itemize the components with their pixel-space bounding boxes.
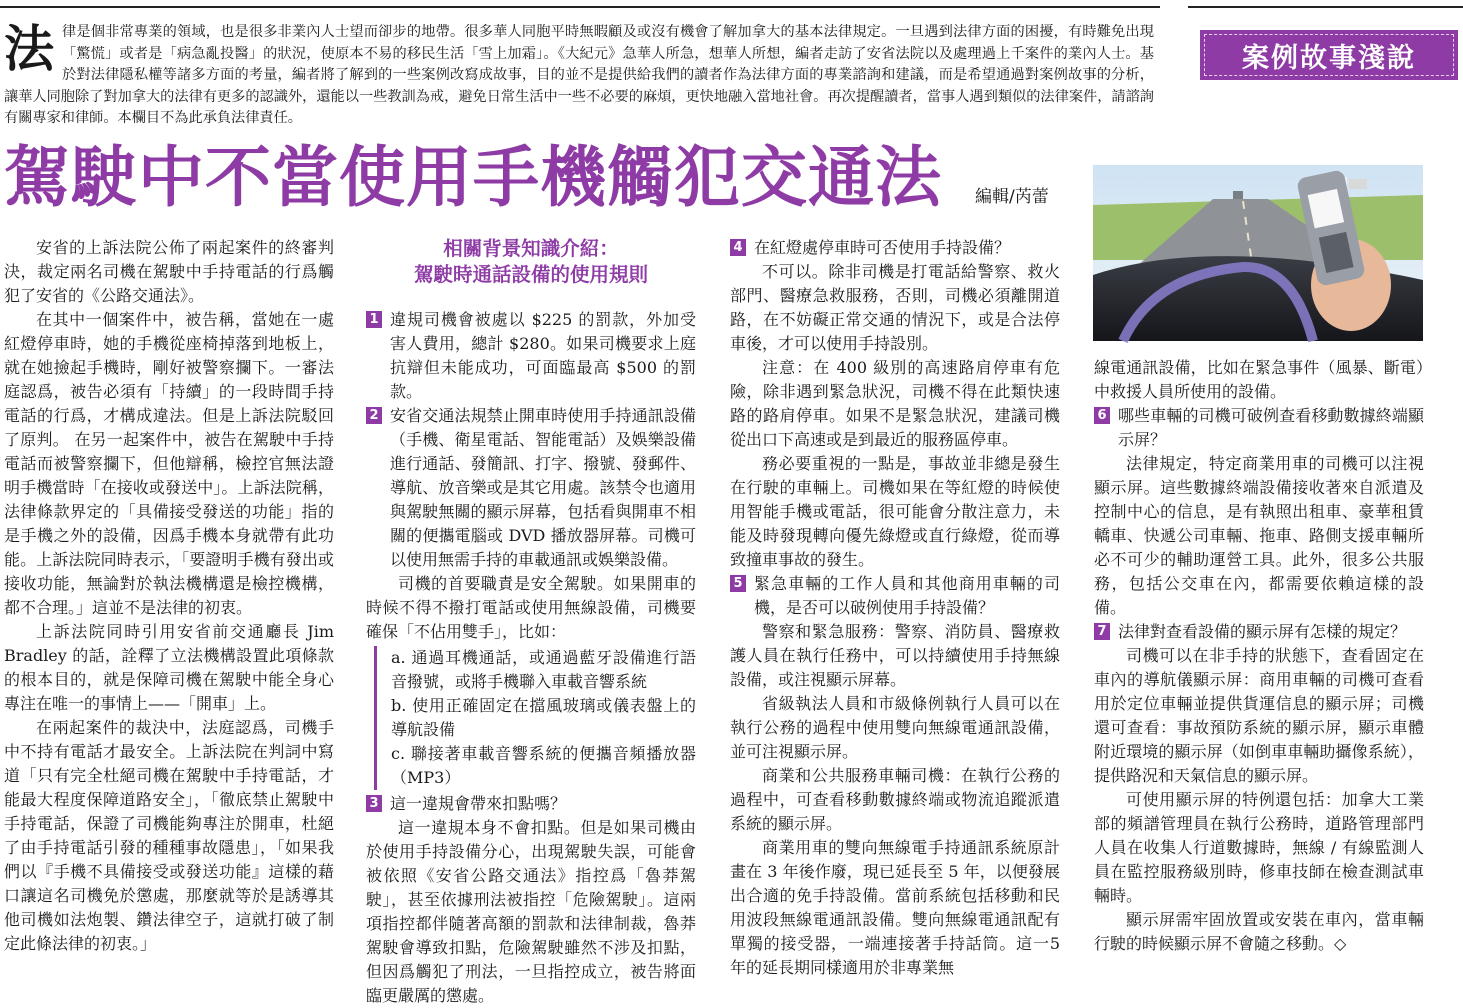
article-column-2	[366, 236, 696, 1005]
driver-texting-photo	[1093, 165, 1423, 341]
rule-item-2	[366, 404, 696, 572]
question-text: 緊急車輛的工作人員和其他商用車輛的司機，是否可以破例使用手持設備？	[754, 574, 1060, 617]
number-badge: 6	[1094, 407, 1110, 424]
number-badge: 1	[366, 311, 382, 328]
article-paragraph: 這一違規本身不會扣點。但是如果司機由於使用手持設備分心，出現駕駛失誤，可能會被依照《安省公路交通法》指控爲「魯莽駕駛」，甚至依據刑法被指控「危險駕駛」。這兩項指控都伴隨著高額的罰款和法律制裁，魯莽駕駛會導致扣點，危險駕駛雖然不涉及扣點，但因爲觸犯了刑法，一旦指控成立，被告將面臨更嚴厲的懲處。	[366, 818, 696, 1005]
intro-text: 律是個非常專業的領域，也是很多非業內人士望而卻步的地帶。很多華人同胞平時無暇顧及或沒有機會了解加拿大的基本法律規定。一旦遇到法律方面的困擾，有時難免出現「驚慌」或者是「病急亂投醫」的狀況，使原本不易的移民生活「雪上加霜」。《大紀元》急華人所急，想華人所想，編者走訪了安省法院以及處理過上千案件的業內人士。基於對法律隱私權等諸多方面的考量，編者將了解到的一些案例改寫成故事，目的並不是提供給我們的讀者作為法律方面的專業諮詢和建議，而是希望通過對案例故事的分析，讓華人同胞除了對加拿大的法律有更多的認識外，還能以一些教訓為戒，避免日常生活中一些不必要的麻煩，更快地融入當地社會。再次提醒讀者，當事人遇到類似的法律案件，請諮詢有關專家和律師。本欄目不為此承負法律責任。	[4, 24, 1154, 126]
rule-text: 安省交通法規禁止開車時使用手持通訊設備（手機、衛星電話、智能電話）及娛樂設備進行通話、發簡訊、打字、撥號、發郵件、導航、放音樂或是其它用處。該禁令也適用與駕駛無關的顯示屏幕，包括看與開車不相關的便攜電腦或 DVD 播放器屏幕。司機可以使用無需手持的車載通訊或娛樂設備。	[390, 406, 696, 569]
photo-illustration	[1093, 165, 1423, 341]
article-paragraph: 不可以。除非司機是打電話給警察、救火部門、醫療急救服務，否則，司機必須離開道路，在不妨礙正常交通的情況下，或是合法停車後，才可以使用手持設別。	[730, 262, 1060, 353]
article-column-3	[730, 236, 1060, 984]
article-paragraph: 在其中一個案件中，被告稱，當她在一處紅燈停車時，她的手機從座椅掉落到地板上，就在她撿起手機時，剛好被警察攔下。一審法庭認爲，被告必須有「持續」的一段時間手持電話的行爲，才構成違法。但是上訴法院駁回了原判。 在另一起案件中，被告在駕駛中手持電話而被警察攔下，但他辯稱，檢控官無法證明手機當時「在接收或發送中」。上訴法院稱，法律條款界定的「具備接受發送的功能」指的是手機之外的設備，因爲手機本身就帶有此功能。上訴法院同時表示，「要證明手機有發出或接收功能，無論對於執法機構還是檢控機構，都不合理。」這並不是法律的初衷。	[4, 310, 334, 617]
number-badge: 3	[366, 795, 382, 812]
article-paragraph: 法律規定，特定商業用車的司機可以注視顯示屏。這些數據終端設備接收著來自派遣及控制中心的信息，是有執照出租車、豪華租賃轎車、快遞公司車輛、拖車、路側支援車輛所必不可少的輔助運營工具。此外，很多公共服務，包括公交車在內，都需要依賴這樣的設備。	[1094, 454, 1424, 617]
article-paragraph: 上訴法院同時引用安省前交通廳長 Jim Bradley 的話，詮釋了立法機構設置此項條款的根本目的，就是保障司機在駕駛中能全身心專注在唯一的事情上——「開車」上。	[4, 622, 334, 713]
article-paragraph: 可使用顯示屏的特例還包括：加拿大工業部的頻譜管理員在執行公務時，道路管理部門人員在收集人行道數據時，無線 / 有線監測人員在監控服務級別時，修車技師在檢查測試車輛時。	[1094, 790, 1424, 905]
byline: 編輯/芮蕾	[975, 187, 1049, 207]
list-item: c. 聯接著車載音響系統的便攜音頻播放器（MP3）	[391, 744, 696, 787]
hands-free-list	[374, 646, 696, 790]
drop-cap: 法	[4, 20, 54, 78]
article-paragraph: 商業和公共服務車輛司機：在執行公務的過程中，可查看移動數據終端或物流追蹤派遣系統的顯示屏。	[730, 766, 1060, 833]
article-column-1	[4, 236, 334, 984]
sidebar-title-line-1: 相關背景知識介紹：	[443, 237, 619, 260]
question-text: 法律對查看設備的顯示屏有怎樣的規定？	[1118, 622, 1407, 641]
article-paragraph: 線電通訊設備，比如在緊急事件（風暴、斷電）中救援人員所使用的設備。	[1094, 358, 1424, 401]
section-tag-label: 案例故事淺說	[1204, 34, 1454, 76]
rule-item-1	[366, 308, 696, 404]
number-badge: 5	[730, 575, 746, 592]
number-badge: 7	[1094, 623, 1110, 640]
article-paragraph: 司機的首要職責是安全駕駛。如果開車的時候不得不撥打電話或使用無線設備，司機要確保「不佔用雙手」，比如：	[366, 574, 696, 641]
top-rule-right	[1188, 6, 1463, 8]
question-text: 這一違規會帶來扣點嗎？	[390, 794, 567, 813]
article-paragraph: 顯示屏需牢固放置或安裝在車內，當車輛行駛的時候顯示屏不會隨之移動。◇	[1094, 910, 1424, 953]
article-paragraph: 務必要重視的一點是，事故並非總是發生在行駛的車輛上。司機如果在等紅燈的時候使用智能手機或電話，很可能會分散注意力，未能及時發現轉向優先綠燈或直行綠燈，從而導致撞車事故的發生。	[730, 454, 1060, 569]
number-badge: 4	[730, 239, 746, 256]
question-item-5	[730, 572, 1060, 620]
article-paragraph: 警察和緊急服務：警察、消防員、醫療救護人員在執行任務中，可以持續使用手持無線設備，或注視顯示屏幕。	[730, 622, 1060, 689]
article-paragraph: 司機可以在非手持的狀態下，查看固定在車內的導航儀顯示屏：商用車輛的司機可查看用於定位車輛並提供貨運信息的顯示屏；司機還可查看：事故預防系統的顯示屏，顯示車體附近環境的顯示屏（如倒車車輛助攝像系統），提供路況和天氣信息的顯示屏。	[1094, 646, 1424, 785]
question-text: 在紅燈處停車時可否使用手持設備？	[754, 238, 1011, 257]
question-item-4	[730, 236, 1060, 260]
article-paragraph: 商業用車的雙向無線電手持通訊系統原計畫在 3 年後作廢，現已延長至 5 年，以便發展出合適的免手持設備。當前系統包括移動和民用波段無線電通訊設備。雙向無線電通訊配有單獨的接受器，一端連接著手持話筒。這一5 年的延長期同樣適用於非專業無	[730, 838, 1060, 977]
question-item-3	[366, 792, 696, 816]
top-rule	[0, 6, 1160, 8]
article-paragraph: 注意：在 400 級別的高速路肩停車有危險，除非遇到緊急狀況，司機不得在此類快速路的路肩停車。如果不是緊急狀況，建議司機從出口下高速或是到最近的服務區停車。	[730, 358, 1060, 449]
list-item: b. 使用正確固定在擋風玻璃或儀表盤上的導航設備	[391, 696, 696, 739]
question-item-7	[1094, 620, 1424, 644]
article-paragraph: 安省的上訴法院公佈了兩起案件的終審判決，裁定兩名司機在駕駛中手持電話的行爲觸犯了安省的《公路交通法》。	[4, 238, 334, 305]
article-paragraph: 省級執法人員和市級條例執行人員可以在執行公務的過程中使用雙向無線電通訊設備，並可注視顯示屏。	[730, 694, 1060, 761]
list-item: a. 通過耳機通話，或通過藍牙設備進行語音撥號，或將手機聯入車載音響系統	[391, 648, 696, 691]
number-badge: 2	[366, 407, 382, 424]
article-paragraph: 在兩起案件的裁決中，法庭認爲，司機手中不持有電話才最安全。上訴法院在判詞中寫道「只有完全杜絕司機在駕駛中手持電話，才能最大程度保障道路安全」，「徹底禁止駕駛中手持電話，保證了司機能夠專注於開車，杜絕了由手持電話引發的種種事故隱患」，「如果我們以『手機不具備接受或發送功能』這樣的藉口讓這名司機免於懲處，那麼就等於是誘導其他司機如法炮製、鑽法律空子，這就打破了制定此條法律的初衷。」	[4, 718, 334, 953]
section-tag	[1200, 30, 1458, 80]
question-item-6	[1094, 404, 1424, 452]
sidebar-heading	[366, 236, 696, 288]
question-text: 哪些車輛的司機可破例查看移動數據終端顯示屏？	[1118, 406, 1424, 449]
headline: 駕駛中不當使用手機觸犯交通法	[4, 139, 942, 216]
rule-text: 違規司機會被處以 $225 的罰款，外加受害人費用，總計 $280。如果司機要求上庭抗辯但未能成功，可面臨最高 $500 的罰款。	[390, 310, 696, 401]
intro-paragraph	[4, 22, 1154, 130]
sidebar-title-line-2: 駕駛時通話設備的使用規則	[413, 263, 648, 286]
article-column-4	[1094, 356, 1424, 984]
